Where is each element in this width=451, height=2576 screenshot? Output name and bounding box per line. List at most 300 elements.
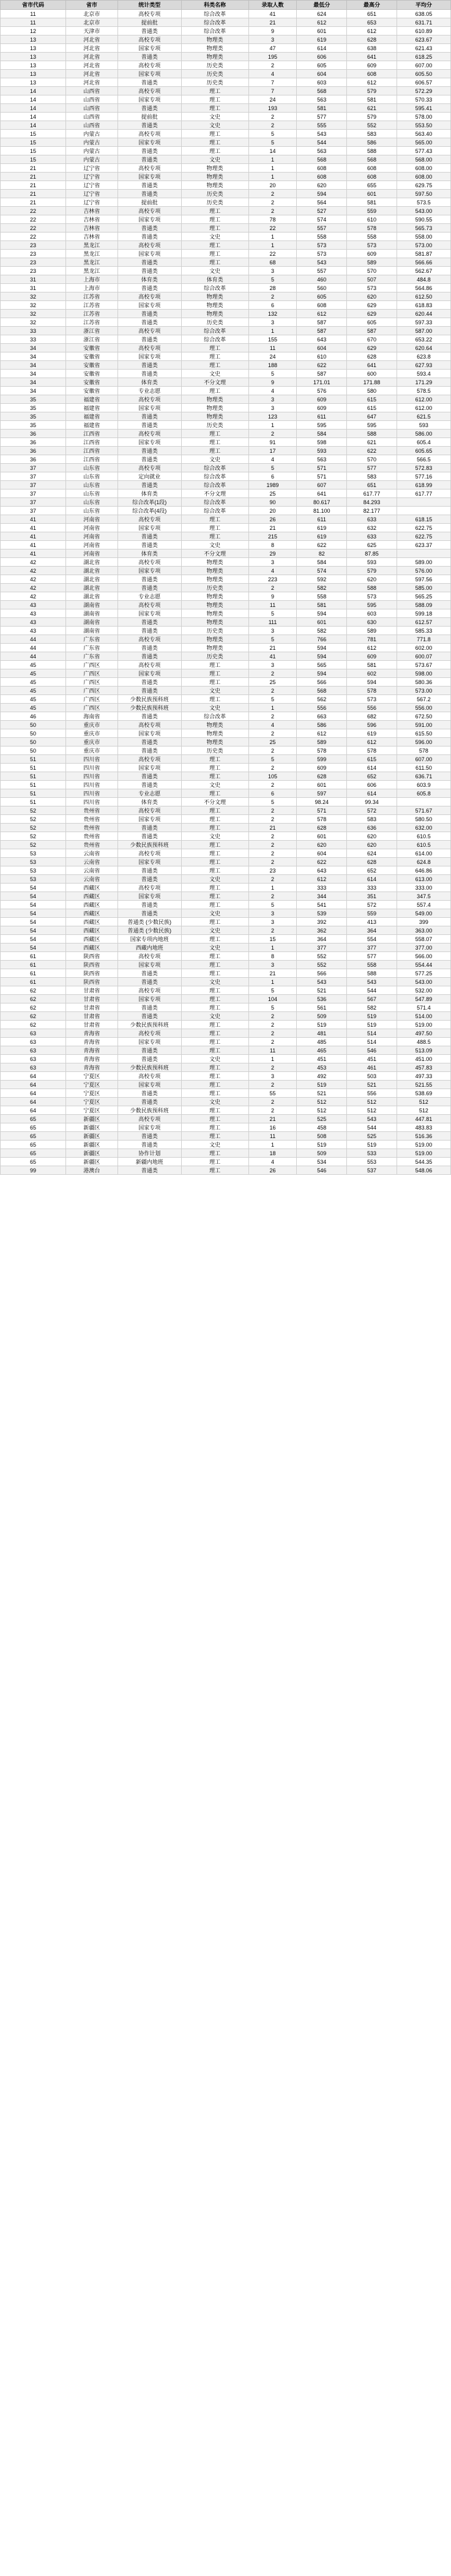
- cell-province: 吉林省: [65, 215, 117, 224]
- cell-max-score: 567: [347, 995, 397, 1003]
- cell-avg-score: 484.8: [397, 275, 450, 284]
- cell-subject: 物理类: [181, 181, 248, 190]
- cell-province-code: 14: [1, 121, 66, 130]
- cell-avg-score: 363.00: [397, 926, 450, 935]
- cell-admitted-count: 223: [248, 575, 297, 584]
- cell-province: 山西省: [65, 104, 117, 113]
- cell-province-code: 53: [1, 858, 66, 866]
- cell-max-score: 621: [347, 104, 397, 113]
- cell-province: 山东省: [65, 481, 117, 490]
- cell-min-score: 544: [297, 138, 347, 147]
- cell-min-score: 587: [297, 370, 347, 378]
- cell-province-code: 50: [1, 746, 66, 755]
- cell-max-score: 554: [347, 935, 397, 944]
- cell-avg-score: 562.67: [397, 267, 450, 275]
- cell-subject: 综合改革: [181, 472, 248, 481]
- cell-province-code: 99: [1, 1166, 66, 1175]
- cell-province: 上海市: [65, 275, 117, 284]
- cell-province-code: 34: [1, 352, 66, 361]
- table-row: [1, 104, 451, 113]
- cell-avg-score: 600.07: [397, 652, 450, 661]
- table-row: [1, 130, 451, 138]
- cell-avg-score: 532.00: [397, 986, 450, 995]
- table-row: [1, 789, 451, 798]
- cell-min-score: 563: [297, 455, 347, 464]
- cell-subject: 理工: [181, 250, 248, 258]
- cell-max-score: 568: [347, 155, 397, 164]
- cell-admitted-count: 21: [248, 824, 297, 832]
- cell-avg-score: 573.00: [397, 687, 450, 695]
- cell-province: 甘肃省: [65, 1003, 117, 1012]
- cell-admitted-count: 2: [248, 198, 297, 207]
- cell-province-code: 32: [1, 292, 66, 301]
- cell-admitted-count: 104: [248, 995, 297, 1003]
- cell-max-score: 629: [347, 344, 397, 352]
- cell-province: 四川省: [65, 789, 117, 798]
- cell-admitted-count: 22: [248, 250, 297, 258]
- cell-max-score: 533: [347, 1149, 397, 1158]
- cell-admitted-count: 2: [248, 669, 297, 678]
- cell-avg-score: 513.09: [397, 1046, 450, 1055]
- cell-subject: 物理类: [181, 575, 248, 584]
- cell-stat-type: 普通类: [117, 27, 181, 35]
- cell-avg-score: 590.55: [397, 215, 450, 224]
- cell-province-code: 54: [1, 944, 66, 952]
- cell-admitted-count: 3: [248, 909, 297, 918]
- cell-province: 广东省: [65, 652, 117, 661]
- cell-avg-score: 521.55: [397, 1081, 450, 1089]
- table-row: [1, 661, 451, 669]
- cell-admitted-count: 5: [248, 609, 297, 618]
- cell-stat-type: 普通类: [117, 224, 181, 233]
- cell-admitted-count: 8: [248, 541, 297, 549]
- cell-province-code: 62: [1, 986, 66, 995]
- cell-province-code: 15: [1, 138, 66, 147]
- cell-province: 四川省: [65, 772, 117, 781]
- cell-min-score: 519: [297, 1021, 347, 1029]
- cell-province-code: 37: [1, 481, 66, 490]
- cell-admitted-count: 5: [248, 370, 297, 378]
- cell-min-score: 578: [297, 746, 347, 755]
- cell-province-code: 54: [1, 935, 66, 944]
- table-row: [1, 53, 451, 61]
- cell-min-score: 568: [297, 155, 347, 164]
- cell-avg-score: 519.00: [397, 1021, 450, 1029]
- cell-province-code: 65: [1, 1141, 66, 1149]
- cell-min-score: 525: [297, 1115, 347, 1123]
- cell-province-code: 65: [1, 1149, 66, 1158]
- cell-stat-type: 高校专项: [117, 292, 181, 301]
- cell-avg-score: 631.71: [397, 18, 450, 27]
- cell-avg-score: 577.16: [397, 472, 450, 481]
- cell-admitted-count: 2: [248, 781, 297, 789]
- cell-subject: 理工: [181, 1089, 248, 1098]
- table-row: [1, 961, 451, 969]
- cell-province: 江西省: [65, 430, 117, 438]
- cell-max-score: 620: [347, 292, 397, 301]
- cell-min-score: 611: [297, 412, 347, 421]
- cell-min-score: 598: [297, 438, 347, 447]
- cell-subject: 理工: [181, 515, 248, 524]
- table-row: [1, 1098, 451, 1106]
- table-row: [1, 918, 451, 926]
- table-row: [1, 712, 451, 721]
- cell-province: 湖南省: [65, 618, 117, 627]
- cell-stat-type: 专业志愿: [117, 592, 181, 601]
- cell-max-score: 578: [347, 746, 397, 755]
- cell-avg-score: 576.00: [397, 567, 450, 575]
- cell-admitted-count: 5: [248, 798, 297, 806]
- cell-avg-score: [397, 549, 450, 558]
- cell-avg-score: 607.00: [397, 755, 450, 764]
- cell-admitted-count: 9: [248, 27, 297, 35]
- cell-subject: 文史: [181, 113, 248, 121]
- cell-max-score: 573: [347, 592, 397, 601]
- cell-province: 辽宁省: [65, 181, 117, 190]
- cell-admitted-count: 2: [248, 849, 297, 858]
- cell-min-score: 543: [297, 258, 347, 267]
- cell-province: 吉林省: [65, 207, 117, 215]
- cell-province-code: 34: [1, 378, 66, 387]
- table-row: [1, 1132, 451, 1141]
- cell-min-score: 619: [297, 532, 347, 541]
- cell-stat-type: 普通类: [117, 832, 181, 841]
- cell-min-score: 566: [297, 678, 347, 687]
- table-row: [1, 1038, 451, 1046]
- cell-max-score: 622: [347, 447, 397, 455]
- cell-subject: 物理类: [181, 635, 248, 644]
- cell-admitted-count: 28: [248, 284, 297, 292]
- cell-province: 黑龙江: [65, 258, 117, 267]
- cell-min-score: 80.617: [297, 498, 347, 507]
- cell-avg-score: 544.35: [397, 1158, 450, 1166]
- cell-stat-type: 高校专项: [117, 952, 181, 961]
- cell-admitted-count: 4: [248, 567, 297, 575]
- table-row: [1, 507, 451, 515]
- cell-avg-score: 621.43: [397, 44, 450, 53]
- cell-province-code: 41: [1, 549, 66, 558]
- cell-stat-type: 普通类: [117, 370, 181, 378]
- table-row: [1, 926, 451, 935]
- cell-min-score: 610: [297, 352, 347, 361]
- cell-subject: 理工: [181, 806, 248, 815]
- cell-stat-type: 普通类: [117, 233, 181, 241]
- cell-admitted-count: 1989: [248, 481, 297, 490]
- cell-province: 四川省: [65, 798, 117, 806]
- cell-admitted-count: 3: [248, 961, 297, 969]
- cell-province-code: 45: [1, 704, 66, 712]
- table-row: [1, 841, 451, 849]
- cell-admitted-count: 4: [248, 1158, 297, 1166]
- cell-min-score: 521: [297, 1089, 347, 1098]
- cell-subject: 理工: [181, 352, 248, 361]
- cell-admitted-count: 11: [248, 601, 297, 609]
- cell-max-score: 578: [347, 687, 397, 695]
- cell-stat-type: 高校专项: [117, 515, 181, 524]
- cell-stat-type: 普通类: [117, 541, 181, 549]
- cell-province: 内蒙古: [65, 130, 117, 138]
- table-row: [1, 1141, 451, 1149]
- cell-province-code: 50: [1, 721, 66, 729]
- cell-province-code: 34: [1, 361, 66, 370]
- table-row: [1, 1003, 451, 1012]
- cell-min-score: 641: [297, 490, 347, 498]
- cell-province-code: 43: [1, 627, 66, 635]
- table-row: [1, 78, 451, 87]
- cell-avg-score: 514.00: [397, 1012, 450, 1021]
- cell-max-score: 552: [347, 121, 397, 130]
- table-row: [1, 678, 451, 687]
- table-row: [1, 155, 451, 164]
- cell-province-code: 21: [1, 198, 66, 207]
- cell-subject: 历史类: [181, 746, 248, 755]
- cell-min-score: 608: [297, 173, 347, 181]
- cell-min-score: 563: [297, 147, 347, 155]
- cell-subject: 物理类: [181, 53, 248, 61]
- cell-min-score: 601: [297, 781, 347, 789]
- cell-stat-type: 综合改革(1段): [117, 498, 181, 507]
- cell-stat-type: 普通类: [117, 53, 181, 61]
- cell-subject: 综合改革: [181, 10, 248, 18]
- cell-min-score: 601: [297, 618, 347, 627]
- cell-avg-score: 588.09: [397, 601, 450, 609]
- cell-avg-score: 571.67: [397, 806, 450, 815]
- cell-max-score: 612: [347, 738, 397, 746]
- cell-subject: 物理类: [181, 173, 248, 181]
- cell-province-code: 21: [1, 181, 66, 190]
- cell-avg-score: 618.99: [397, 481, 450, 490]
- cell-stat-type: 高校专项: [117, 207, 181, 215]
- cell-stat-type: 国家专项: [117, 70, 181, 78]
- cell-admitted-count: 3: [248, 661, 297, 669]
- cell-admitted-count: 2: [248, 858, 297, 866]
- cell-admitted-count: 5: [248, 755, 297, 764]
- table-row: [1, 575, 451, 584]
- cell-max-score: 651: [347, 10, 397, 18]
- cell-stat-type: 国家专项: [117, 215, 181, 224]
- cell-min-score: 536: [297, 995, 347, 1003]
- cell-min-score: 594: [297, 669, 347, 678]
- cell-province-code: 51: [1, 781, 66, 789]
- cell-province: 天津市: [65, 27, 117, 35]
- cell-subject: 理工: [181, 986, 248, 995]
- cell-province: 江西省: [65, 438, 117, 447]
- cell-max-score: 609: [347, 61, 397, 70]
- cell-min-score: 565: [297, 661, 347, 669]
- table-row: [1, 901, 451, 909]
- table-row: [1, 370, 451, 378]
- cell-min-score: 508: [297, 1132, 347, 1141]
- cell-province: 云南省: [65, 875, 117, 884]
- cell-max-score: 615: [347, 755, 397, 764]
- table-row: [1, 609, 451, 618]
- cell-subject: 理工: [181, 901, 248, 909]
- cell-subject: 理工: [181, 130, 248, 138]
- cell-subject: 综合改革: [181, 481, 248, 490]
- cell-subject: 理工: [181, 1038, 248, 1046]
- cell-subject: 历史类: [181, 627, 248, 635]
- cell-avg-score: 598.00: [397, 669, 450, 678]
- cell-province-code: 43: [1, 618, 66, 627]
- cell-min-score: 571: [297, 464, 347, 472]
- cell-avg-score: 624.8: [397, 858, 450, 866]
- cell-province-code: 13: [1, 35, 66, 44]
- cell-admitted-count: 1: [248, 164, 297, 173]
- cell-subject: 理工: [181, 824, 248, 832]
- cell-min-score: 576: [297, 387, 347, 395]
- table-row: [1, 1089, 451, 1098]
- cell-avg-score: 573.67: [397, 661, 450, 669]
- cell-max-score: 553: [347, 1158, 397, 1166]
- table-row: [1, 335, 451, 344]
- cell-province: 青海省: [65, 1046, 117, 1055]
- table-row: [1, 95, 451, 104]
- cell-stat-type: 国家专项: [117, 892, 181, 901]
- cell-province: 青海省: [65, 1055, 117, 1063]
- cell-stat-type: 国家专项: [117, 729, 181, 738]
- cell-province: 甘肃省: [65, 1012, 117, 1021]
- cell-avg-score: 578: [397, 746, 450, 755]
- cell-max-score: 581: [347, 198, 397, 207]
- cell-avg-score: 621.5: [397, 412, 450, 421]
- cell-admitted-count: 9: [248, 378, 297, 387]
- cell-stat-type: 普通类: [117, 866, 181, 875]
- cell-province: 陕西省: [65, 978, 117, 986]
- cell-province: 宁夏区: [65, 1081, 117, 1089]
- cell-province: 宁夏区: [65, 1106, 117, 1115]
- cell-province-code: 53: [1, 866, 66, 875]
- cell-min-score: 558: [297, 592, 347, 601]
- cell-province: 新疆区: [65, 1123, 117, 1132]
- cell-admitted-count: 21: [248, 644, 297, 652]
- cell-province-code: 54: [1, 901, 66, 909]
- cell-max-score: 451: [347, 1055, 397, 1063]
- cell-min-score: 521: [297, 986, 347, 995]
- cell-province-code: 11: [1, 18, 66, 27]
- cell-subject: 理工: [181, 858, 248, 866]
- cell-province-code: 22: [1, 207, 66, 215]
- cell-avg-score: 612.50: [397, 292, 450, 301]
- cell-avg-score: 585.33: [397, 627, 450, 635]
- cell-max-score: 583: [347, 130, 397, 138]
- cell-province-code: 14: [1, 87, 66, 95]
- cell-province-code: 62: [1, 995, 66, 1003]
- admission-score-table: [0, 0, 451, 1175]
- cell-min-score: 481: [297, 1029, 347, 1038]
- table-row: [1, 292, 451, 301]
- cell-subject: 理工: [181, 661, 248, 669]
- cell-province: 山东省: [65, 498, 117, 507]
- cell-subject: 文史: [181, 155, 248, 164]
- cell-min-score: 604: [297, 849, 347, 858]
- cell-province-code: 61: [1, 961, 66, 969]
- cell-min-score: 458: [297, 1123, 347, 1132]
- cell-admitted-count: 3: [248, 1072, 297, 1081]
- cell-max-score: 573: [347, 241, 397, 250]
- cell-min-score: 620: [297, 181, 347, 190]
- cell-min-score: 643: [297, 866, 347, 875]
- cell-province-code: 65: [1, 1123, 66, 1132]
- cell-avg-score: 572.29: [397, 87, 450, 95]
- cell-province-code: 42: [1, 584, 66, 592]
- cell-province: 浙江省: [65, 327, 117, 335]
- cell-admitted-count: 123: [248, 412, 297, 421]
- cell-province: 安徽省: [65, 378, 117, 387]
- cell-province: 山东省: [65, 472, 117, 481]
- cell-avg-score: 617.77: [397, 490, 450, 498]
- column-header-admitted-count: 录取人数: [248, 1, 297, 10]
- cell-province: 吉林省: [65, 224, 117, 233]
- cell-stat-type: 普通类: [117, 584, 181, 592]
- cell-min-score: 543: [297, 978, 347, 986]
- cell-avg-score: 623.67: [397, 35, 450, 44]
- cell-subject: 理工: [181, 961, 248, 969]
- cell-subject: 文史: [181, 875, 248, 884]
- cell-avg-score: 602.00: [397, 644, 450, 652]
- cell-avg-score: 605.4: [397, 438, 450, 447]
- cell-avg-score: 554.44: [397, 961, 450, 969]
- cell-province: 贵州省: [65, 824, 117, 832]
- cell-min-score: 392: [297, 918, 347, 926]
- cell-min-score: 589: [297, 738, 347, 746]
- cell-max-score: 601: [347, 190, 397, 198]
- cell-province-code: 37: [1, 490, 66, 498]
- cell-province: 湖南省: [65, 601, 117, 609]
- cell-province: 湖南省: [65, 609, 117, 618]
- table-row: [1, 147, 451, 155]
- cell-max-score: 558: [347, 233, 397, 241]
- cell-min-score: 546: [297, 1166, 347, 1175]
- cell-admitted-count: 3: [248, 395, 297, 404]
- cell-stat-type: 国家专项: [117, 438, 181, 447]
- cell-admitted-count: 132: [248, 310, 297, 318]
- cell-max-score: 605: [347, 318, 397, 327]
- cell-avg-score: 638.05: [397, 10, 450, 18]
- table-row: [1, 87, 451, 95]
- cell-subject: 综合改革: [181, 18, 248, 27]
- table-row: [1, 541, 451, 549]
- cell-subject: 理工: [181, 1029, 248, 1038]
- cell-province: 重庆市: [65, 746, 117, 755]
- cell-province-code: 42: [1, 558, 66, 567]
- cell-subject: 理工: [181, 1063, 248, 1072]
- cell-min-score: 605: [297, 292, 347, 301]
- cell-admitted-count: 2: [248, 764, 297, 772]
- cell-admitted-count: 3: [248, 35, 297, 44]
- cell-province: 西藏区: [65, 918, 117, 926]
- cell-subject: 物理类: [181, 567, 248, 575]
- cell-min-score: 586: [297, 721, 347, 729]
- table-row: [1, 258, 451, 267]
- cell-stat-type: 国家专项: [117, 301, 181, 310]
- cell-stat-type: 国家专项: [117, 1038, 181, 1046]
- cell-province: 四川省: [65, 781, 117, 789]
- cell-province-code: 41: [1, 515, 66, 524]
- cell-max-score: 621: [347, 438, 397, 447]
- cell-avg-score: 447.81: [397, 1115, 450, 1123]
- cell-province: 云南省: [65, 849, 117, 858]
- cell-min-score: 628: [297, 772, 347, 781]
- cell-subject: 文史: [181, 704, 248, 712]
- cell-max-score: 558: [347, 961, 397, 969]
- cell-min-score: 608: [297, 164, 347, 173]
- cell-admitted-count: 2: [248, 832, 297, 841]
- cell-province-code: 36: [1, 438, 66, 447]
- cell-province-code: 51: [1, 755, 66, 764]
- cell-subject: 物理类: [181, 412, 248, 421]
- table-row: [1, 173, 451, 181]
- cell-admitted-count: 2: [248, 892, 297, 901]
